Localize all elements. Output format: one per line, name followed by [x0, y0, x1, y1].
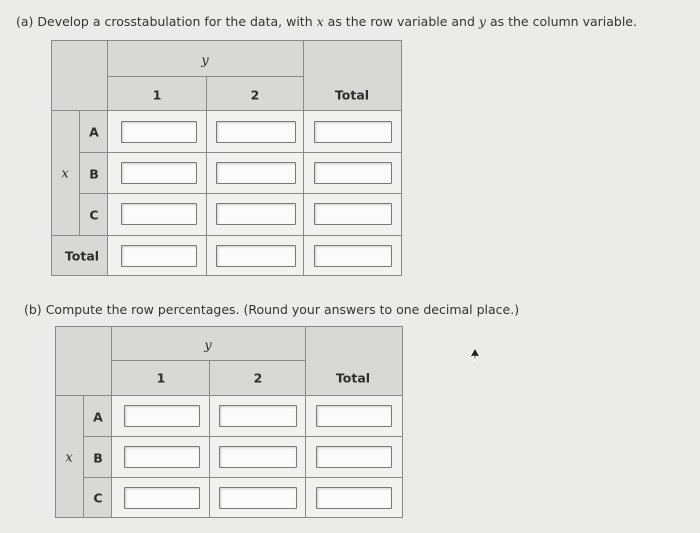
input-b-total[interactable] [314, 162, 392, 184]
part-b-prompt: (b) Compute the row percentages. (Round your answers to one decimal place.) [24, 302, 520, 317]
column-header-2: 2 [250, 87, 260, 103]
row-label-a: A [89, 124, 99, 140]
percent-input-b-2[interactable] [219, 446, 297, 468]
column-variable-label: y [204, 338, 212, 354]
row-label-c: C [89, 207, 99, 223]
percent-input-a-2[interactable] [219, 405, 297, 427]
column-header-1: 1 [152, 87, 162, 103]
percent-input-c-2[interactable] [219, 487, 297, 509]
row-label-a: A [93, 409, 103, 425]
row-variable-label: x [65, 450, 73, 466]
column-variable-label: y [201, 53, 209, 69]
column-header-total: Total [334, 87, 370, 103]
header-corner [55, 326, 112, 396]
row-label-c: C [93, 490, 103, 506]
column-total-header-cell [305, 326, 403, 396]
input-b-1[interactable] [121, 162, 197, 184]
percent-input-b-total[interactable] [316, 446, 392, 468]
input-a-1[interactable] [121, 121, 197, 143]
percent-input-c-1[interactable] [124, 487, 200, 509]
part-a-prompt: (a) Develop a crosstabulation for the data, with x as the row variable and y as the column variable. [16, 14, 637, 29]
input-c-total[interactable] [314, 203, 392, 225]
input-total-1[interactable] [121, 245, 197, 267]
row-label-b: B [93, 450, 103, 466]
percent-input-a-1[interactable] [124, 405, 200, 427]
percent-input-c-total[interactable] [316, 487, 392, 509]
row-label-total: Total [64, 248, 100, 264]
column-header-1: 1 [156, 370, 166, 386]
percent-input-b-1[interactable] [124, 446, 200, 468]
input-a-total[interactable] [314, 121, 392, 143]
input-c-1[interactable] [121, 203, 197, 225]
percent-input-a-total[interactable] [316, 405, 392, 427]
input-total-2[interactable] [216, 245, 296, 267]
column-header-2: 2 [253, 370, 263, 386]
row-variable-label: x [61, 166, 69, 182]
input-c-2[interactable] [216, 203, 296, 225]
input-b-2[interactable] [216, 162, 296, 184]
column-header-total: Total [335, 370, 371, 386]
header-corner [51, 40, 108, 111]
mouse-pointer-icon [469, 348, 481, 362]
input-a-2[interactable] [216, 121, 296, 143]
input-total-total[interactable] [314, 245, 392, 267]
row-label-b: B [89, 166, 99, 182]
